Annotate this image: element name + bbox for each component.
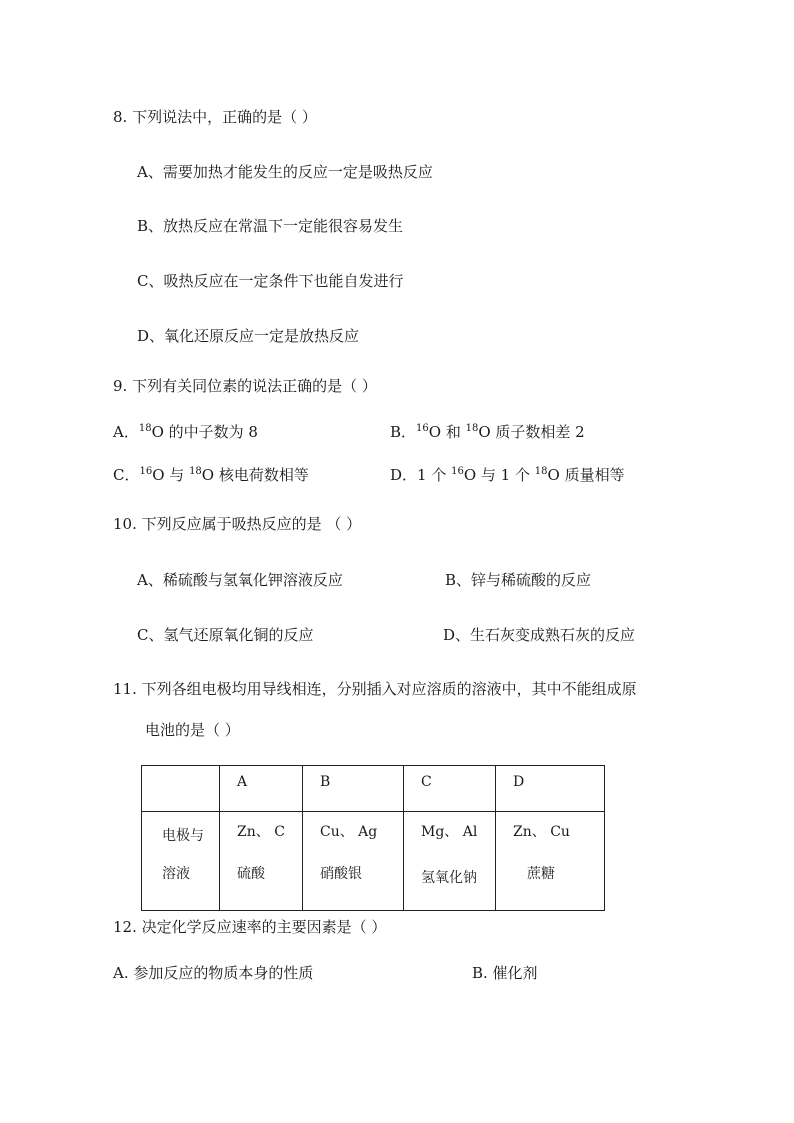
table-header-c: C	[404, 766, 496, 812]
question-8-option-b[interactable]: B、放热反应在常温下一定能很容易发生	[137, 217, 404, 235]
table-header-a: A	[220, 766, 303, 812]
question-12-option-b[interactable]: B. 催化剂	[472, 964, 538, 982]
table-row	[142, 812, 605, 911]
question-9-option-b[interactable]: B．$^{16}$O 和 $^{18}$O 质子数相差 2	[390, 423, 585, 441]
table-header-row	[142, 766, 605, 812]
question-9-option-a[interactable]: A．$^{18}$O 的中子数为 8	[113, 423, 258, 441]
table-header-empty	[142, 766, 220, 812]
question-10-option-d[interactable]: D、生石灰变成熟石灰的反应	[443, 626, 636, 644]
question-12-option-a[interactable]: A. 参加反应的物质本身的性质	[113, 964, 314, 982]
question-8-option-d[interactable]: D、氧化还原反应一定是放热反应	[137, 327, 360, 345]
question-10-option-c[interactable]: C、氢气还原氧化铜的反应	[137, 626, 314, 644]
table-row-label: 电极与 溶液	[142, 812, 220, 911]
question-10-option-b[interactable]: B、锌与稀硫酸的反应	[445, 571, 592, 589]
question-11-stem-line2: 电池的是（ ）	[145, 721, 240, 739]
question-8-option-c[interactable]: C、吸热反应在一定条件下也能自发进行	[137, 272, 404, 290]
table-cell-d: Zn、 Cu 蔗糖	[496, 812, 605, 911]
table-header-b: B	[303, 766, 404, 812]
question-8-option-a[interactable]: A、需要加热才能发生的反应一定是吸热反应	[137, 163, 433, 181]
table-cell-c: Mg、 Al 氢氧化钠	[404, 812, 496, 911]
question-9-option-d[interactable]: D．1 个 $^{16}$O 与 1 个 $^{18}$O 质量相等	[390, 466, 625, 484]
table-cell-a: Zn、 C 硫酸	[220, 812, 303, 911]
question-8-stem: 8. 下列说法中，正确的是（ ）	[113, 108, 317, 126]
question-11-table	[141, 765, 605, 911]
question-9-stem: 9. 下列有关同位素的说法正确的是（ ）	[113, 377, 377, 395]
table-cell-b: Cu、 Ag 硝酸银	[303, 812, 404, 911]
question-10-stem: 10. 下列反应属于吸热反应的是 （ ）	[113, 515, 362, 533]
question-10-option-a[interactable]: A、稀硫酸与氢氧化钾溶液反应	[137, 571, 343, 589]
question-11-stem-line1: 11. 下列各组电极均用导线相连，分别插入对应溶质的溶液中，其中不能组成原	[113, 680, 637, 698]
question-9-option-c[interactable]: C．$^{16}$O 与 $^{18}$O 核电荷数相等	[113, 466, 309, 484]
question-12-stem: 12. 决定化学反应速率的主要因素是（ ）	[113, 918, 387, 936]
table-header-d: D	[496, 766, 605, 812]
